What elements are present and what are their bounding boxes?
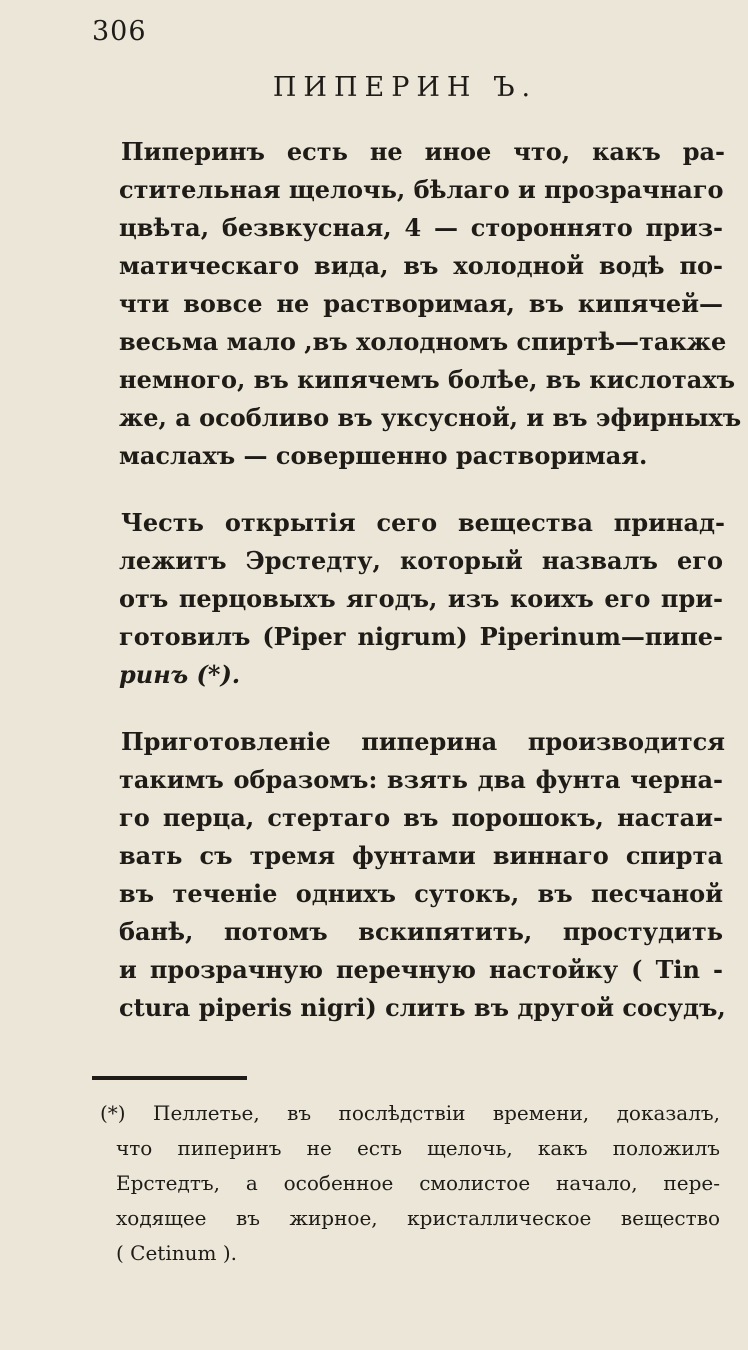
paragraph-1-line-8: же, а особливо въ уксусной, и въ эфирныхъ	[119, 403, 742, 432]
paragraph-3-line-1: Приготовленіе пиперина производится	[121, 727, 725, 756]
paragraph-3-line-3: го перца, стертаго въ порошокъ, настаи-	[119, 803, 723, 832]
paragraph-3-line-7: и прозрачную перечную настойку ( Tin -	[119, 955, 723, 984]
paragraph-1-line-7: немного, въ кипячемъ болѣе, въ кислотахъ	[119, 365, 736, 394]
paragraph-1-line-5: чти вовсе не растворимая, въ кипячей—	[119, 289, 723, 318]
paragraph-1-line-1: Пиперинъ есть не иное что, какъ ра-	[121, 137, 725, 166]
page-number: 306	[92, 16, 147, 47]
paragraph-2-line-1: Честь открытія сего вещества принад-	[121, 508, 725, 537]
paragraph-2-line-4: готовилъ (Piper nigrum) Piperinum—пипе-	[119, 622, 723, 651]
paragraph-3-line-6: банѣ, потомъ вскипятить, простудить	[119, 917, 723, 946]
footnote-line-4: ходящее въ жирное, кристаллическое вещество	[116, 1206, 720, 1230]
paragraph-1-line-9: маслахъ — совершенно растворимая.	[119, 441, 648, 470]
footnote-rule	[92, 1076, 247, 1080]
paragraph-3-line-8: ctura piperis nigri) слить въ другой сосудъ,	[119, 993, 726, 1022]
paragraph-1-line-3: цвѣта, безвкусная, 4 — стороннято приз-	[119, 213, 723, 242]
footnote-line-5: ( Cetinum ).	[116, 1241, 237, 1265]
paragraph-1-line-2: стительная щелочь, бѣлаго и прозрачнаго	[119, 175, 724, 204]
paragraph-2-line-3: отъ перцовыхъ ягодъ, изъ коихъ его при-	[119, 584, 723, 613]
paragraph-1-line-4: матическаго вида, въ холодной водѣ по-	[119, 251, 723, 280]
paragraph-2-line-2: лежитъ Эрстедту, который назвалъ его	[119, 546, 723, 575]
footnote-line-1: (*) Пеллетье, въ послѣдствіи времени, доказалъ,	[100, 1101, 720, 1125]
chapter-title: ПИПЕРИН Ъ.	[272, 72, 538, 103]
footnote-line-3: Ерстедтъ, а особенное смолистое начало, пере-	[116, 1171, 720, 1195]
paragraph-3-line-4: вать съ тремя фунтами виннаго спирта	[119, 841, 723, 870]
paragraph-2-line-5: ринъ (*).	[119, 660, 241, 689]
paragraph-3-line-2: такимъ образомъ: взять два фунта черна-	[119, 765, 723, 794]
paragraph-3-line-5: въ теченіе однихъ сутокъ, въ песчаной	[119, 879, 723, 908]
paragraph-1-line-6: весьма мало ,въ холодномъ спиртѣ—также	[119, 327, 727, 356]
footnote-line-2: что пиперинъ не есть щелочь, какъ положилъ	[116, 1136, 720, 1160]
